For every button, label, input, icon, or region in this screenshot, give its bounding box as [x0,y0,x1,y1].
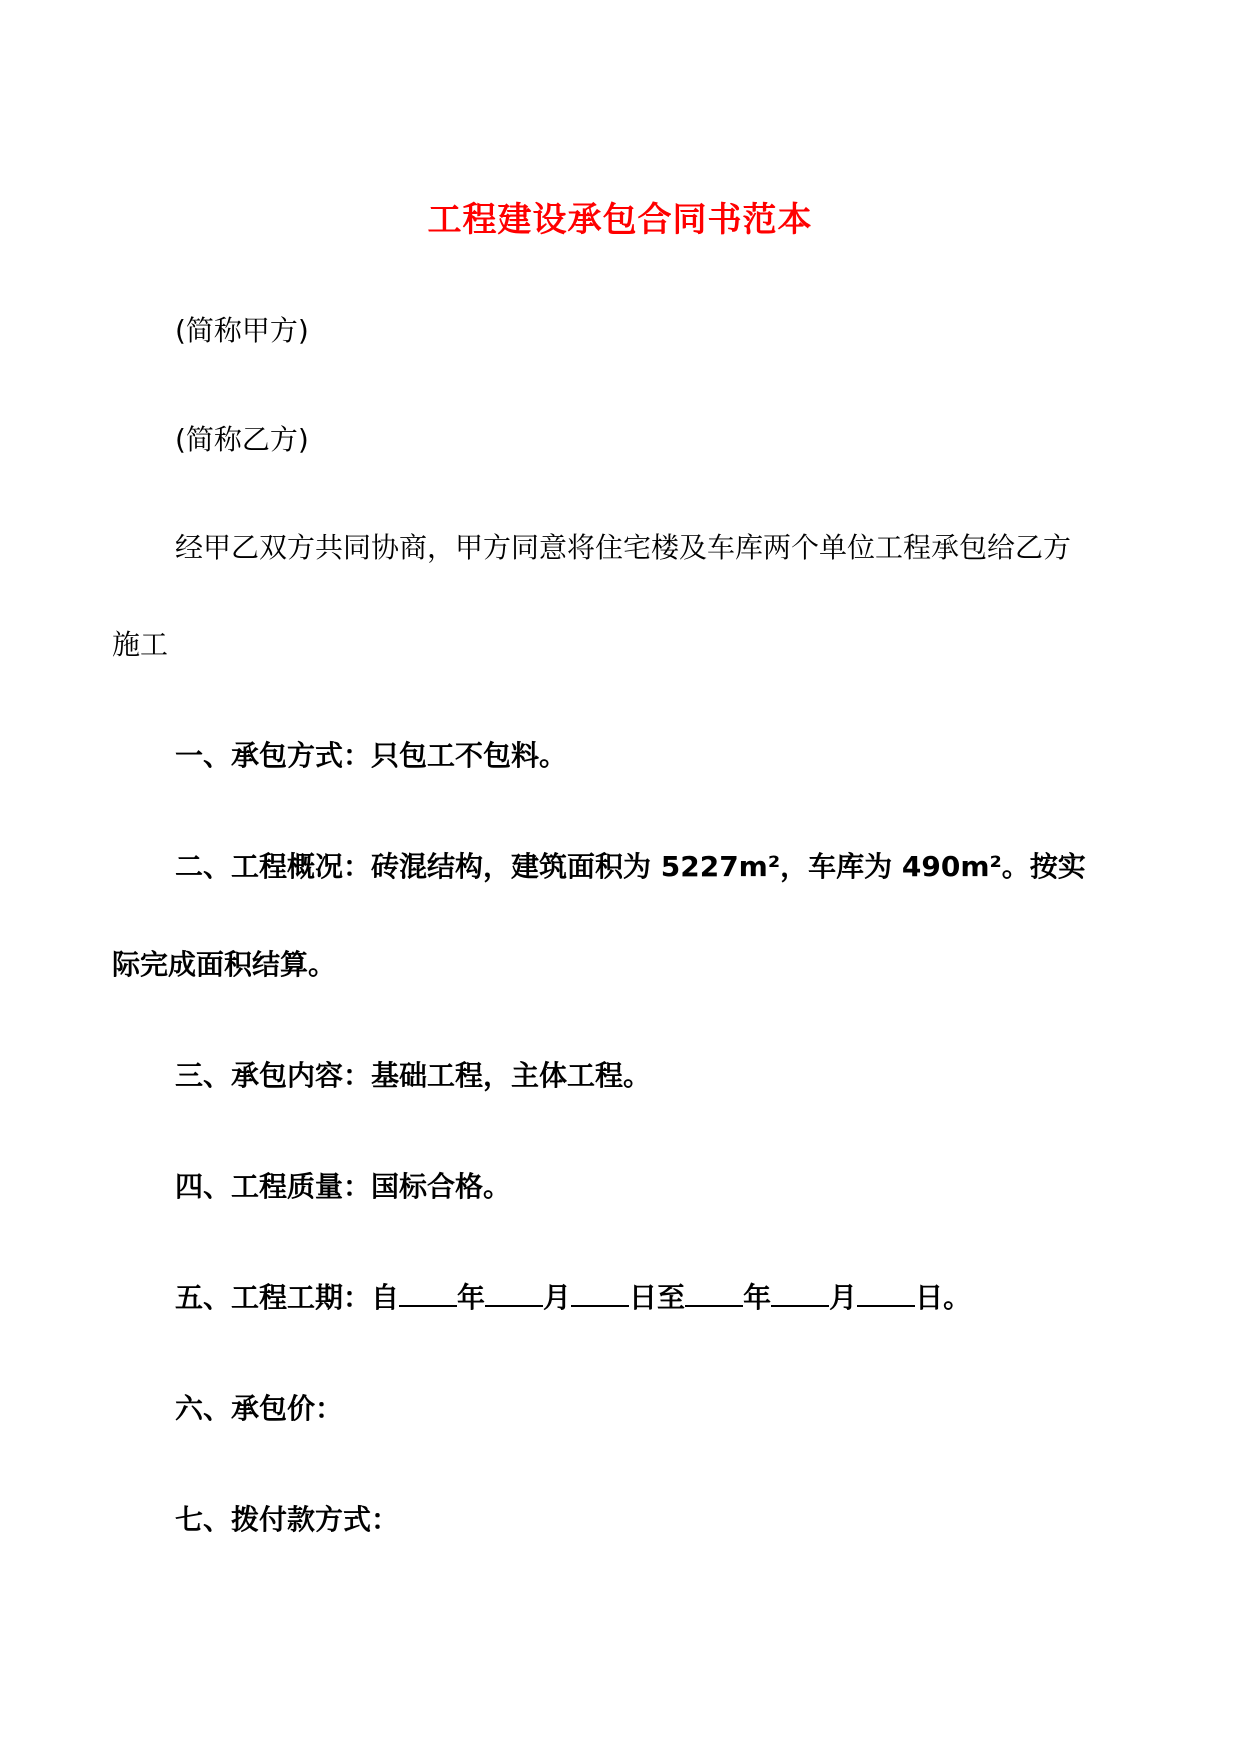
document-title: 工程建设承包合同书范本 [427,200,813,240]
clause-3: 三、承包内容：基础工程，主体工程。 [175,1059,652,1092]
end-day-label: 日。 [915,1281,972,1314]
clause-6: 六、承包价： [175,1392,344,1425]
start-year-blank [399,1279,457,1307]
clause-2-line1: 二、工程概况：砖混结构，建筑面积为 5227m²，车库为 490m²。按实 [175,850,1086,883]
intro-paragraph-line1: 经甲乙双方共同协商，甲方同意将住宅楼及车库两个单位工程承包给乙方 [175,531,1072,564]
start-year-label: 年 [457,1281,486,1314]
party-b-line: (简称乙方) [175,423,309,456]
end-month-blank [771,1279,829,1307]
clause-1: 一、承包方式：只包工不包料。 [175,739,568,772]
clause-5-prefix: 五、工程工期：自 [175,1281,400,1314]
end-year-label: 年 [743,1281,772,1314]
end-year-blank [685,1279,743,1307]
start-day-blank [571,1279,629,1307]
end-day-blank [857,1279,915,1307]
clause-5 [175,1278,1185,1318]
party-a-line: (简称甲方) [175,314,309,347]
clause-2-line2: 际完成面积结算。 [112,948,337,981]
start-month-blank [485,1279,543,1307]
intro-paragraph-line2: 施工 [112,628,169,661]
clause-7: 七、拨付款方式： [175,1503,400,1536]
clause-4: 四、工程质量：国标合格。 [175,1170,512,1203]
start-day-label: 日至 [629,1281,686,1314]
start-month-label: 月 [543,1281,572,1314]
end-month-label: 月 [829,1281,858,1314]
